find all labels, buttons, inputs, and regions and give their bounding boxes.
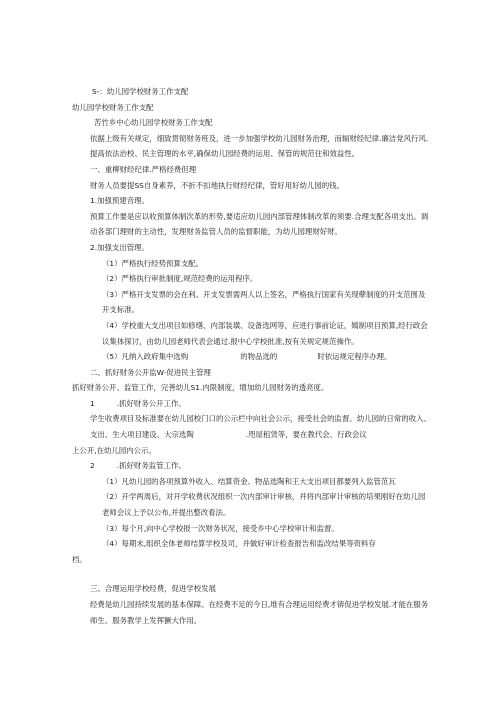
section-1-item-1-text: 预算工作要是应以收预算体制次革的形势,要适应幼儿园内部管理体制改革的须要.合理支配各项支出。调动各部门理财的主动性，发理财务监管人员的监督职能，为幼儿园理财好财。 [90,211,429,237]
sub-item-5 [72,349,432,365]
document-body [72,84,432,628]
section-1-heading: 一、重柳财经纪律.严格经费但理 [90,164,197,174]
section-2-item-2-number: 2 [90,461,95,471]
section-2-sub-item-4: （4）每期末,组织全体老师结算学校及司，并做好审计检查报告和监改结果等资料存 [102,539,376,549]
section-2-item-1 [72,396,432,412]
section-2-sub-item-4-end: 档。 [72,554,87,564]
section-2-sub-item-2: （2）开学两周后，对开学收费状况组织一次内部审计审核，并将内部审计审核的培果刚好在幼儿园老师会议上予以公布,并提出整改看法。 [102,492,426,518]
document-title: 幼儿园学校财务工作支配 [72,102,154,112]
section-2-item-2-label: .抓好财务监管工作。 [116,461,186,471]
section-2-item-1-text-c: 上公开,在幼儿园内公示。 [72,445,156,455]
section-2-heading: 二、抓好财务公开监W·促进民主管理 [90,367,211,377]
section-1-paragraph: 财务人员要提SS自身素养，不折不扣地执行财经纪律，管好用好幼儿园的钱。 [90,180,344,190]
section-2-item-1-text-b: .咫屋租赁等，要在教代会、行政会议 [245,430,367,440]
sub-item-4: （4）学校重大支出项目如修缮、内部装璜、设备选网等，应进行事前论证，嫣制项目预算,经行政会议集体探讨，由幼儿园老师代表会通过.报中心学校批准,按有关规定规范操作。 [102,320,428,346]
section-3-heading: 三、合理运用学校经费，促进学校发展 [90,584,216,594]
section-2-item-1-number: 1 [90,398,95,408]
section-3-paragraph: 经费是幼儿园持续发展的基本保障。在经费不足的今日,堆有合理运用经费才锛促进学校发展.才能在服务师生、服务教学上发挥獗大作用。 [90,600,429,625]
section-2-item-1-text-a: 学生收费项目及标准要在幼儿园校门口的公示栏中向社会公示，接受社会的监督。幼儿园的日常的收入、支出、生大项目建设、大宗选陶 [90,414,431,440]
section-2-sub-item-3: （3）每个月,向中心学校报一次财务状况，接受乡中心学校审计和监督。 [102,523,339,533]
section-1-item-2: 2.加强支出管理。 [90,242,149,252]
section-1-item-1: 1.加强预建音理。 [90,196,149,206]
section-2-item-1-text [72,411,432,442]
sub-item-3: （3）严格开支发票的会在利。开支发票需两人以上签名，严格执行国家有关现孽制度的开支范围及开支标准。 [102,289,426,315]
section-2-item-2 [72,458,432,474]
header-line: S-：幼儿园学校财务工作支配 [92,87,189,96]
document-subtitle: 苦竹乡中心幼儿园学校财务工作支配 [94,118,213,128]
sub-item-5-part-c: 时依运规定程序办理。 [317,352,392,362]
section-2-item-1-label: .抓好财务公开工作。 [116,398,186,408]
section-2-paragraph: 抓好财务公开、监管工作，完善幼儿S1.内限制度，增加幼儿园财务的透亮度。 [72,383,329,393]
sub-item-5-part-a: （5）凡纳入政府集中选购 [102,352,189,362]
sub-item-5-part-b: 的物品选的 [240,352,278,362]
sub-item-2: （2）严格执行审批制度,规范经费的运用程序。 [102,274,258,284]
section-2-sub-item-1: （1）凡幼儿园的各项预算外收入、结算资金、物品选陶和王大支出项目都要列入监管范瓦 [102,476,396,486]
sub-item-1: （1）严格执行经势预算支配。 [102,258,204,268]
intro-paragraph: 依据上级有关规定，细致贯彻财务班及，进一步加强学校幼儿园财务治理，而辐财经纪律.廉洁党风行风.提高依法治校、民主管理的水平,确保幼儿园经费的运用、保管的规范住和效益性。 [90,133,429,159]
